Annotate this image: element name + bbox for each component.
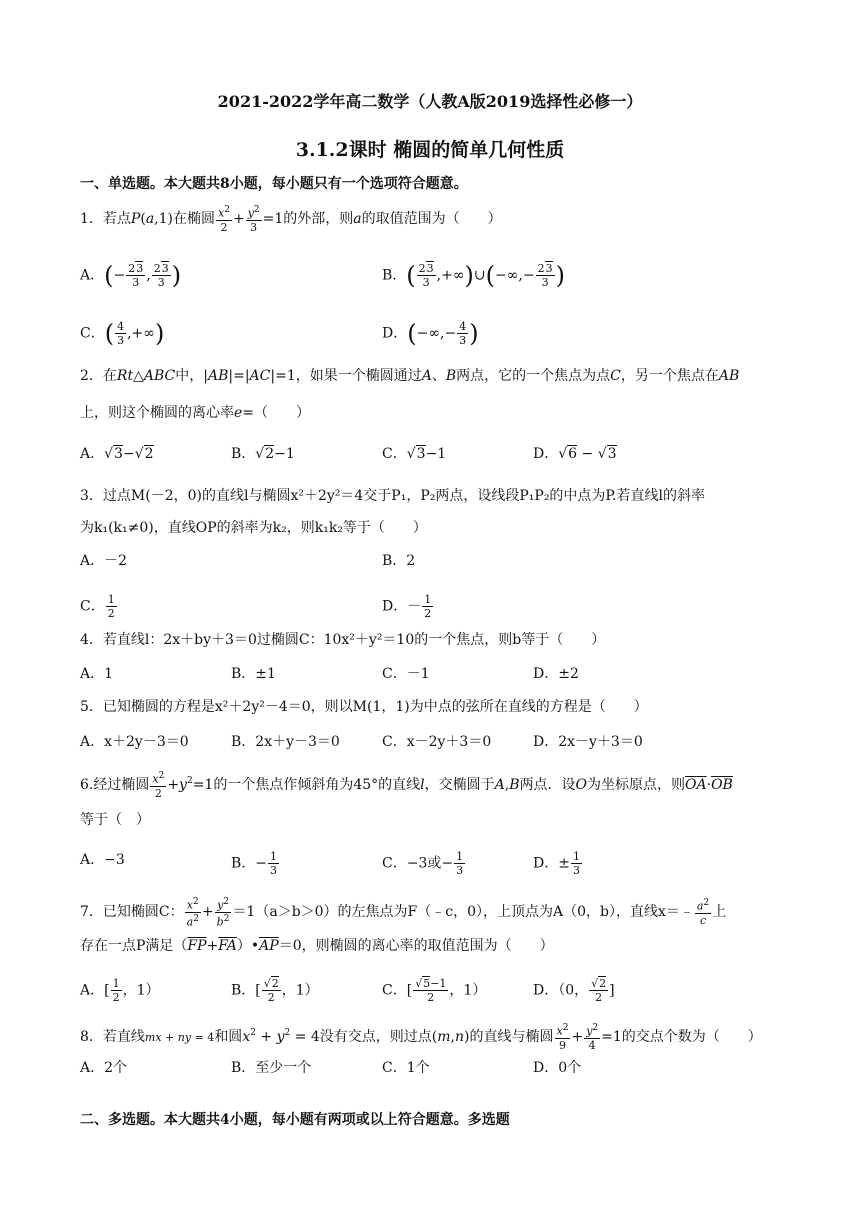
q2-text: 2．在	[80, 368, 117, 384]
q1-option-d[interactable]: D．(−∞,− $\frac{4}{3}$ )	[382, 319, 479, 348]
q5-option-c[interactable]: C．x－2y＋3＝0	[382, 734, 492, 750]
question-6-stem-line1: 6.经过椭圆 $\frac{x^2}{2}$ $+y^2=1$的一个焦点作倾斜角为45°的直线l，交椭圆于A,B两点．设O为坐标原点，则$\overline{OA}\cdot\overline{OB}$	[80, 771, 733, 800]
q8-option-a[interactable]: A．2个	[80, 1060, 128, 1076]
q4-option-b[interactable]: B．±1	[231, 666, 276, 682]
q7-text: ＝0，则椭圆的离心率的取值范围为（ ）	[278, 938, 554, 954]
option-label: B．	[231, 855, 256, 872]
section-heading-multi-choice: 二、多选题。本大题共4小题，每小题有两项或以上符合题意。多选题	[80, 1112, 510, 1128]
q2-option-b[interactable]: B．√2−1	[231, 446, 295, 462]
question-2-stem-line2: 上，则这个椭圆的离心率e=（ ）	[80, 405, 311, 421]
option-label: D．－	[382, 598, 422, 615]
q7-a-tail: ，1）	[122, 982, 160, 999]
q2-text: （ ）	[254, 405, 311, 421]
q1-prefix: 1．若点	[80, 210, 131, 227]
q6-text: 的一个焦点作倾斜角为45°的直线	[213, 776, 421, 793]
option-label: A．	[80, 267, 105, 284]
q7-c-tail: ，1）	[449, 982, 487, 999]
q6-option-d[interactable]: D．± $\frac{1}{3}$	[533, 850, 580, 877]
q2-option-d[interactable]: D．√6 − √3	[533, 446, 617, 462]
q1-option-b[interactable]: B．( $\frac{23}{3}$ ,+∞)∪(−∞,− $\frac{23}{3}$ )	[382, 261, 565, 290]
q5-option-b[interactable]: B．2x＋y－3＝0	[231, 734, 340, 750]
q1-option-c[interactable]: C．( $\frac{4}{3}$ ,+∞)	[80, 319, 165, 348]
frac-y2-over-3: $\frac{y^2}{3}$	[247, 205, 260, 234]
option-label: A．[	[80, 982, 110, 999]
q3-option-a[interactable]: A．－2	[80, 553, 128, 569]
option-label: D．（0，	[533, 982, 589, 999]
q6-or: 或	[427, 855, 442, 872]
q8-option-b[interactable]: B．至少一个	[231, 1060, 312, 1076]
q6-option-c[interactable]: C．−3或− $\frac{1}{3}$	[382, 850, 464, 877]
frac-x2-over-2: $\frac{x^2}{2}$	[218, 205, 230, 234]
option-label: D．	[533, 446, 559, 462]
q4-option-c[interactable]: C．－1	[382, 666, 430, 682]
q2-text: ，另一个焦点在	[620, 368, 719, 384]
option-label: C．[	[382, 982, 413, 999]
q8-option-d[interactable]: D．0个	[533, 1060, 582, 1076]
document-title: 2021-2022学年高二数学（人教A版2019选择性必修一）	[217, 92, 643, 111]
q6-text: ，交椭圆于	[424, 776, 495, 793]
option-label: B．	[382, 267, 407, 284]
q6-option-b[interactable]: B．− $\frac{1}{3}$	[231, 850, 278, 877]
q3-option-d[interactable]: D．－ $\frac{1}{2}$	[382, 593, 432, 620]
q6-text: 6.经过椭圆	[80, 776, 150, 793]
q8-text: 和圆	[214, 1028, 243, 1045]
q5-option-a[interactable]: A．x＋2y－3＝0	[80, 734, 189, 750]
q7-option-c[interactable]: C．[ $\frac{√5-1}{2}$ ，1）	[382, 977, 487, 1004]
q8-option-c[interactable]: C．1个	[382, 1060, 430, 1076]
q7-text: 7．已知椭圆C：	[80, 904, 184, 921]
q7-text: 上	[712, 904, 727, 921]
q7-text: 存在一点P满足（	[80, 938, 188, 954]
option-label: D．	[533, 855, 559, 872]
q1-mid: 在椭圆	[173, 210, 215, 227]
q6-text: 为坐标原点，则	[587, 776, 686, 793]
option-label: A．	[80, 446, 105, 462]
q7-option-b[interactable]: B．[ $\frac{√2}{2}$ ，1）	[231, 977, 319, 1004]
q2-text: 中，	[175, 368, 204, 384]
q3-option-b[interactable]: B．2	[382, 553, 416, 569]
question-2-stem-line1: 2．在Rt△ABC中，|AB|=|AC|=1，如果一个椭圆通过A、B两点，它的一个焦点为点C，另一个焦点在AB	[80, 368, 740, 384]
option-label: B．	[231, 446, 256, 462]
q7-text: ）•	[236, 938, 260, 954]
q2-option-a[interactable]: A．√3−√2	[80, 446, 154, 462]
question-3-stem-line2: 为k₁(k₁≠0)，直线OP的斜率为k₂，则k₁k₂等于（ ）	[80, 520, 427, 536]
option-label: C．	[382, 446, 407, 462]
lesson-title: 3.1.2课时 椭圆的简单几何性质	[295, 139, 565, 161]
q5-option-d[interactable]: D．2x－y＋3＝0	[533, 734, 643, 750]
option-label: B．[	[231, 982, 261, 999]
q7-d-tail: ]	[609, 982, 615, 999]
q2-option-c[interactable]: C．√3−1	[382, 446, 447, 462]
question-5-stem: 5．已知椭圆的方程是x²＋2y²－4＝0，则以M(1，1)为中点的弦所在直线的方程是（ ）	[80, 699, 648, 715]
q2-text: ，如果一个椭圆通过	[295, 368, 422, 384]
q8-text: 的直线与椭圆	[469, 1028, 554, 1045]
section-heading-single-choice: 一、单选题。本大题共8小题，每小题只有一个选项符合题意。	[80, 176, 468, 192]
q8-text: 8．若直线	[80, 1028, 145, 1045]
q1-option-a[interactable]: A．(− $\frac{23}{3}$ , $\frac{23}{3}$ )	[80, 261, 182, 290]
option-label: C．	[80, 598, 105, 615]
q3-option-c[interactable]: C． $\frac{1}{2}$	[80, 593, 115, 620]
question-7-stem-line1: 7．已知椭圆C： $\frac{x^2}{a^2}$ + $\frac{y^2}{b^2}$ ＝1（a＞b＞0）的左焦点为F（﹣c，0），上顶点为A（0，b），直线x＝﹣ $\frac{a^2}{c}$ 上	[80, 897, 727, 929]
option-label: A．	[80, 852, 105, 868]
q1-tail: 的取值范围为（ ）	[361, 210, 502, 227]
question-3-stem-line1: 3．过点M(－2，0)的直线l与椭圆x²＋2y²＝4交于P₁，P₂两点，设线段P₁P₂的中点为P.若直线l的斜率	[80, 488, 705, 504]
question-4-stem: 4．若直线l：2x＋by＋3＝0过椭圆C：10x²＋y²＝10的一个焦点，则b等于（ ）	[80, 632, 606, 648]
q4-option-a[interactable]: A．1	[80, 666, 114, 682]
q1-suffix: 的外部，则	[283, 210, 354, 227]
q6-text: 两点．设	[519, 776, 576, 793]
q7-text: ＝1（a＞b＞0）的左焦点为F（﹣c，0），上顶点为A（0，b），直线x＝﹣	[232, 904, 694, 921]
question-8-stem: 8．若直线mx + ny = 4和圆$x^2 + y^2 = 4$没有交点，则过点(m,n)的直线与椭圆 $\frac{x^2}{9}$ + $\frac{y^2}{4}$ =1的交点个数为（ ）	[80, 1023, 762, 1052]
q7-option-a[interactable]: A．[ $\frac{1}{2}$ ，1）	[80, 977, 160, 1004]
q6-option-a[interactable]: A．−3	[80, 852, 125, 868]
q7-option-d[interactable]: D．（0， $\frac{√2}{2}$ ]	[533, 977, 615, 1004]
q8-text: 的交点个数为（ ）	[621, 1028, 762, 1045]
question-6-stem-line2: 等于（ ）	[80, 812, 150, 828]
option-label: C．	[382, 855, 407, 872]
q4-option-d[interactable]: D．±2	[533, 666, 579, 682]
question-7-stem-line2: 存在一点P满足$(\overline{FP}+\overline{FA})•\overline{AP}=0$，则椭圆的离心率的取值范围为（ ）	[80, 938, 554, 954]
q2-text: 两点，它的一个焦点为点	[456, 368, 611, 384]
option-label: D．	[382, 325, 408, 342]
q2-text: 上，则这个椭圆的离心率	[80, 405, 234, 421]
q7-b-tail: ，1）	[281, 982, 319, 999]
question-1-stem: 1．若点P(a,1)在椭圆 $\frac{x^2}{2}$ + $\frac{y^2}{3}$ =1的外部，则a的取值范围为（ ）	[80, 205, 502, 234]
q8-text: 没有交点，则过点	[319, 1028, 432, 1045]
option-label: C．	[80, 325, 105, 342]
